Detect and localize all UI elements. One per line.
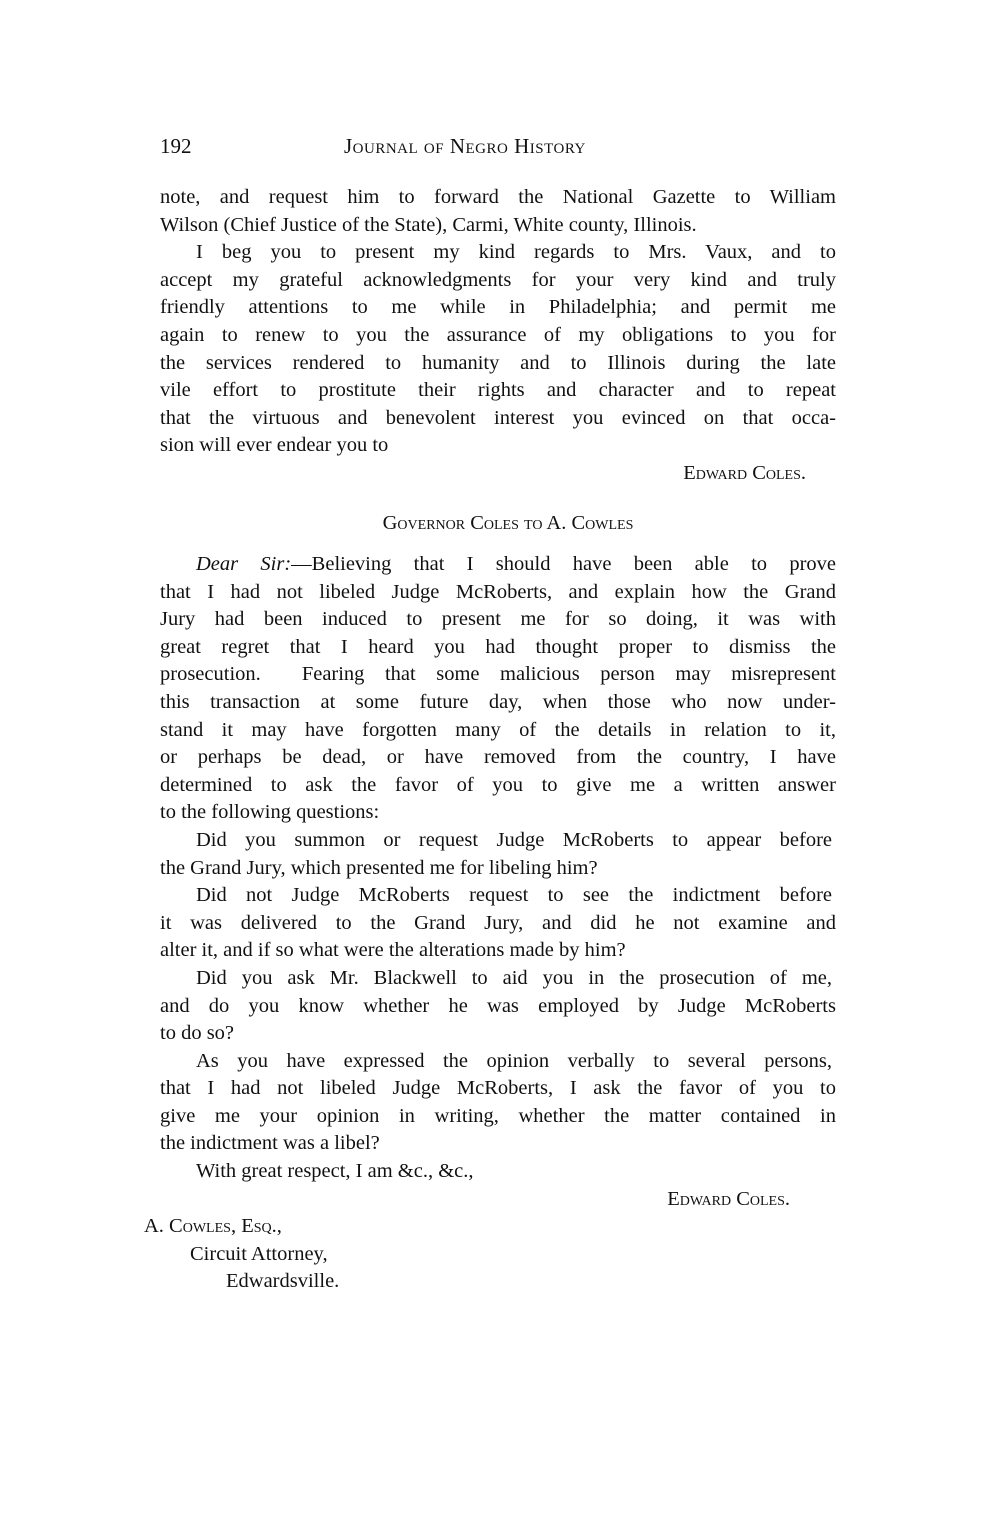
page-number: 192	[160, 134, 192, 158]
text-line	[196, 551, 836, 579]
running-title: Journal of Negro History	[344, 134, 586, 158]
text-line: Wilson (Chief Justice of the State), Carmi, White county, Illinois.	[160, 213, 697, 236]
text-line: prosecution. Fearing that some malicious person may misrepresent	[160, 663, 836, 686]
salutation: Dear Sir:	[196, 553, 292, 575]
text-line: I beg you to present my kind regards to Mrs. Vaux, and to	[196, 241, 836, 264]
text-line: that the virtuous and benevolent interest you evinced on that occa-	[160, 406, 836, 429]
text-segment: —Believing that I should have been able to prove	[291, 553, 837, 575]
text-line: the indictment was a libel?	[160, 1132, 380, 1155]
text-line: alter it, and if so what were the alterations made by him?	[160, 939, 626, 962]
text-line: As you have expressed the opinion verbally to several persons,	[196, 1049, 832, 1072]
text-line: Did not Judge McRoberts request to see the indictment before	[196, 884, 832, 907]
text-line: Did you summon or request Judge McRoberts to appear before	[196, 828, 832, 851]
signature: Edward Coles.	[667, 1187, 790, 1210]
text-line: vile effort to prostitute their rights and character and to repeat	[160, 379, 836, 402]
text-line: determined to ask the favor of you to give me a written answer	[160, 773, 836, 796]
text-line: or perhaps be dead, or have removed from the country, I have	[160, 746, 836, 769]
section-heading: Governor Coles to A. Cowles	[382, 512, 634, 534]
text-line: the Grand Jury, which presented me for libeling him?	[160, 856, 598, 879]
text-line: that I had not libeled Judge McRoberts, I ask the favor of you to	[160, 1077, 836, 1100]
text-line: With great respect, I am &c., &c.,	[196, 1160, 474, 1183]
text-line: accept my grateful acknowledgments for your very kind and truly	[160, 268, 836, 291]
text-line: that I had not libeled Judge McRoberts, and explain how the Grand	[160, 580, 836, 603]
text-line: it was delivered to the Grand Jury, and did he not examine and	[160, 911, 836, 934]
address-line: Edwardsville.	[226, 1270, 340, 1293]
text-line: Jury had been induced to present me for so doing, it was with	[160, 608, 836, 631]
text-line: sion will ever endear you to	[160, 434, 389, 457]
text-line: to do so?	[160, 1022, 235, 1045]
text-line: again to renew to you the assurance of my obligations to you for	[160, 323, 836, 346]
text-line: to the following questions:	[160, 801, 380, 824]
text-line: note, and request him to forward the National Gazette to William	[160, 186, 836, 208]
text-line: give me your opinion in writing, whether the matter contained in	[160, 1104, 836, 1127]
text-line: stand it may have forgotten many of the details in relation to it,	[160, 718, 836, 741]
address-line: Circuit Attorney,	[190, 1242, 328, 1265]
text-line: great regret that I heard you had thought proper to dismiss the	[160, 635, 836, 658]
letter-1	[160, 184, 836, 488]
text-line: friendly attentions to me while in Philadelphia; and permit me	[160, 296, 836, 319]
letter-2	[144, 551, 837, 1296]
text-line: and do you know whether he was employed by Judge McRoberts	[160, 994, 836, 1017]
address-line: A. Cowles, Esq.,	[144, 1215, 282, 1238]
text-line: this transaction at some future day, when those who now under-	[160, 690, 836, 713]
text-line: the services rendered to humanity and to Illinois during the late	[160, 351, 836, 374]
text-line: Did you ask Mr. Blackwell to aid you in the prosecution of me,	[196, 966, 832, 989]
signature: Edward Coles.	[683, 461, 806, 484]
